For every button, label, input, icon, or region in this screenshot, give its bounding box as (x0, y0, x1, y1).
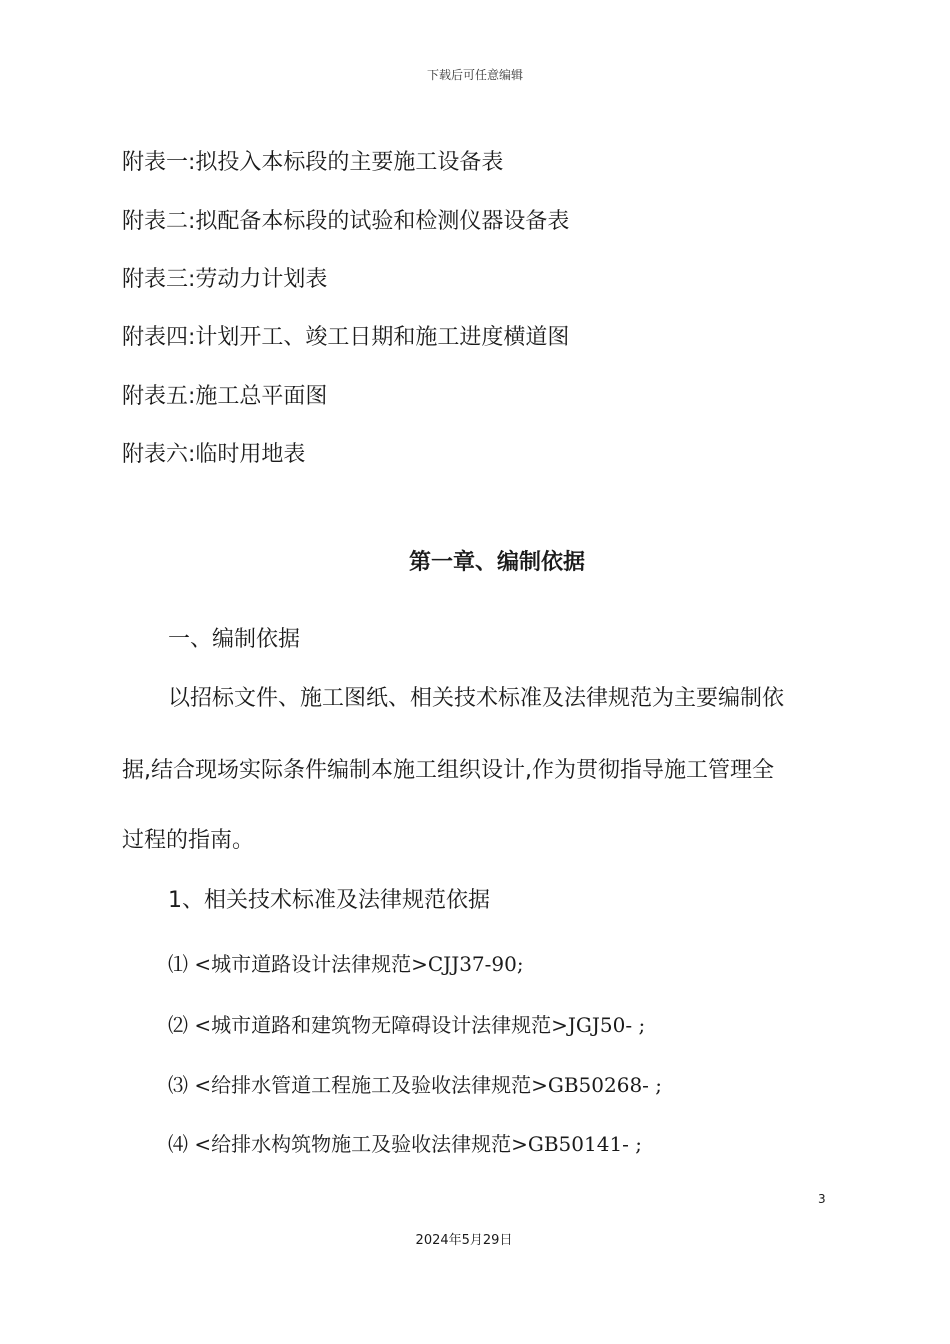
appendix-item: 附表四:计划开工、竣工日期和施工进度横道图 (122, 325, 570, 350)
appendix-item: 附表二:拟配备本标段的试验和检测仪器设备表 (122, 209, 570, 234)
appendix-item: 附表一:拟投入本标段的主要施工设备表 (122, 150, 504, 175)
body-line: 据,结合现场实际条件编制本施工组织设计,作为贯彻指导施工管理全 (122, 758, 774, 783)
body-line: 以招标文件、施工图纸、相关技术标准及法律规范为主要编制依 (168, 686, 785, 711)
appendix-item: 附表三:劳动力计划表 (122, 267, 328, 292)
appendix-item: 附表五:施工总平面图 (122, 384, 328, 409)
body-line: 过程的指南。 (122, 828, 255, 853)
standard-item: ⑶ <给排水管道工程施工及验收法律规范>GB50268- ; (168, 1073, 663, 1097)
page-number: 3 (818, 1192, 826, 1206)
chapter-title: 第一章、编制依据 (408, 550, 585, 575)
standard-item: ⑴ <城市道路设计法律规范>CJJ37-90; (168, 952, 524, 976)
section-heading: 一、编制依据 (168, 627, 301, 652)
page-footer-date: 2024年5月29日 (415, 1233, 513, 1248)
page-header: 下载后可任意编辑 (426, 68, 523, 82)
subsection-heading: 1、相关技术标准及法律规范依据 (168, 888, 490, 913)
standard-item: ⑵ <城市道路和建筑物无障碍设计法律规范>JGJ50- ; (168, 1013, 646, 1037)
appendix-item: 附表六:临时用地表 (122, 442, 306, 467)
standard-item: ⑷ <给排水构筑物施工及验收法律规范>GB50141- ; (168, 1132, 643, 1156)
